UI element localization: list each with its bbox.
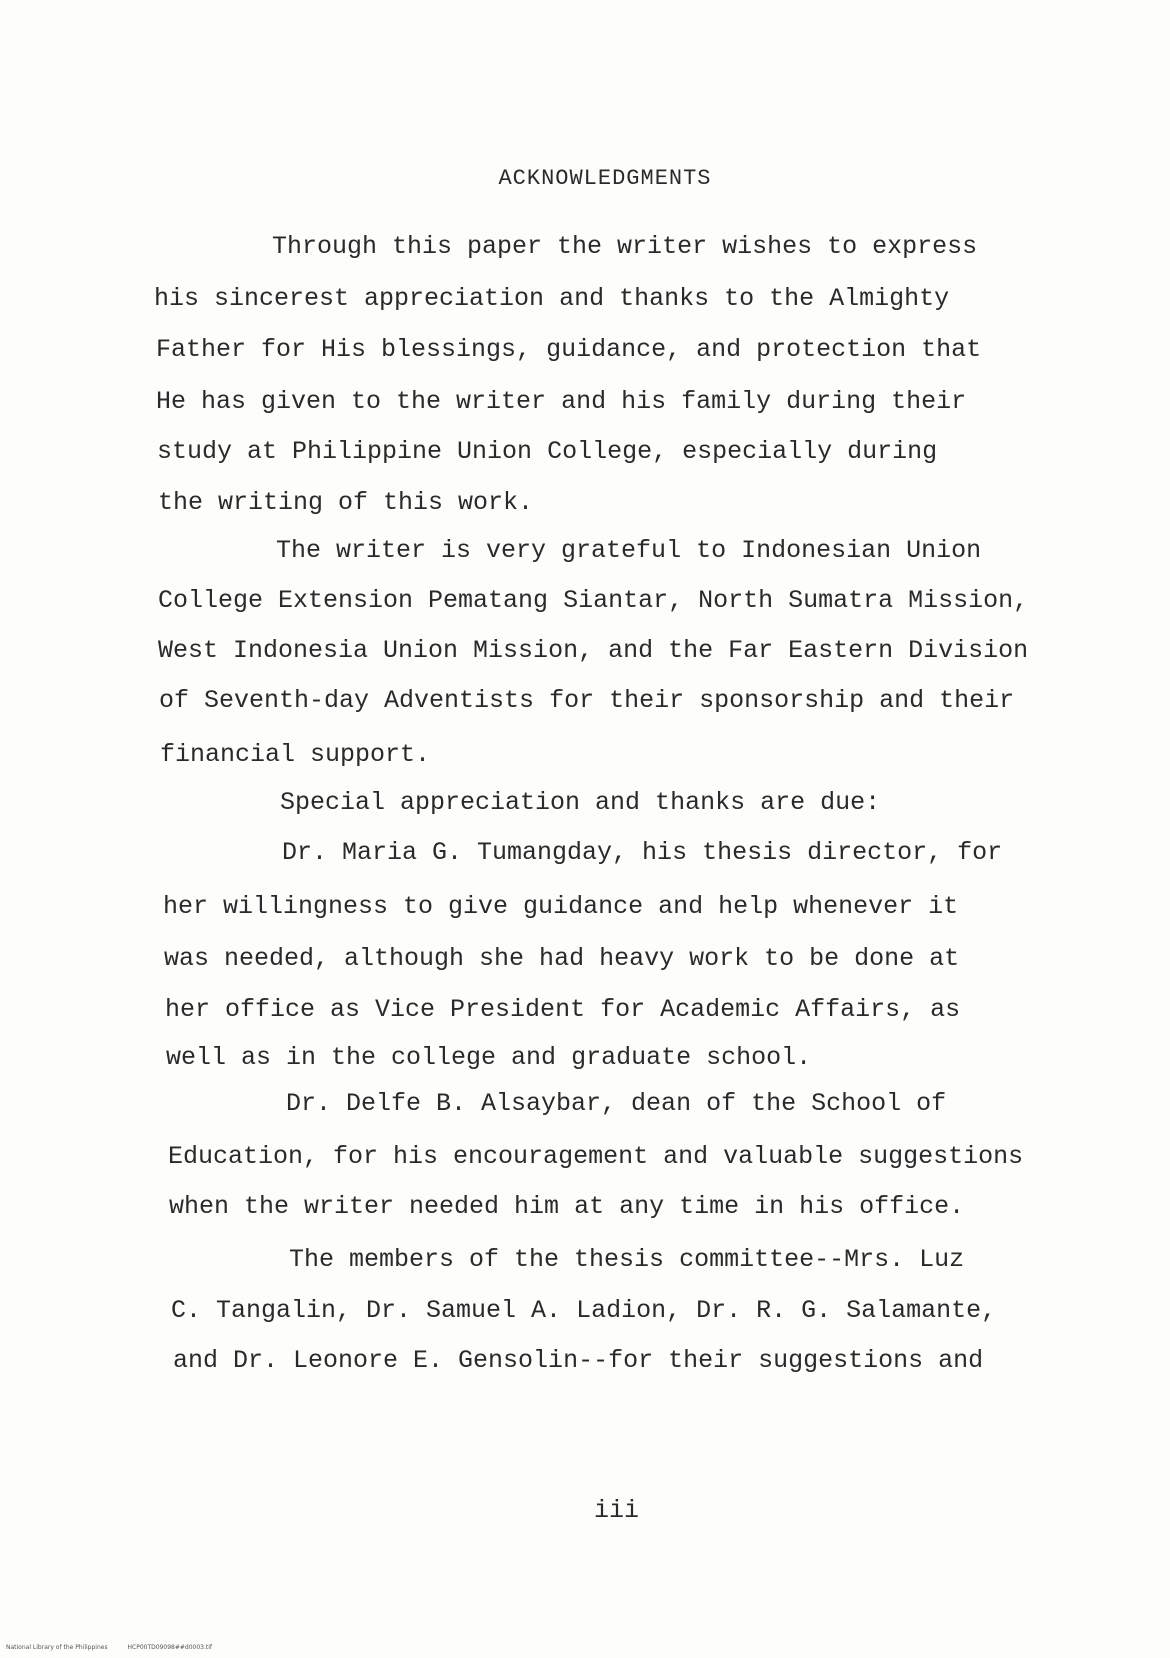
text-line: College Extension Pematang Siantar, North Sumatra Mission, — [158, 586, 1029, 615]
page-title: ACKNOWLEDGMENTS — [498, 166, 712, 191]
text-line: The members of the thesis committee--Mrs. Luz — [289, 1245, 965, 1274]
text-line: of Seventh-day Adventists for their sponsorship and their — [159, 686, 1015, 715]
page-number: iii — [594, 1496, 640, 1525]
text-line: Dr. Maria G. Tumangday, his thesis director, for — [282, 838, 1003, 867]
scan-footer — [6, 1644, 230, 1651]
text-line: study at Philippine Union College, especially during — [157, 437, 938, 466]
text-line: when the writer needed him at any time in his office. — [169, 1192, 965, 1221]
footer-code: HCP00TD09098##d0003.tif — [127, 1644, 212, 1651]
text-line: West Indonesia Union Mission, and the Far Eastern Division — [158, 636, 1029, 665]
text-line: Dr. Delfe B. Alsaybar, dean of the School of — [286, 1089, 947, 1118]
text-line: the writing of this work. — [158, 488, 534, 517]
text-line: The writer is very grateful to Indonesian Union — [276, 536, 982, 565]
text-line: well as in the college and graduate school. — [166, 1043, 812, 1072]
text-line: Education, for his encouragement and valuable suggestions — [168, 1142, 1024, 1171]
text-line: was needed, although she had heavy work to be done at — [164, 944, 960, 973]
text-line: C. Tangalin, Dr. Samuel A. Ladion, Dr. R. G. Salamante, — [171, 1296, 997, 1325]
text-line: Father for His blessings, guidance, and protection that — [156, 335, 982, 364]
footer-library: National Library of the Philippines — [6, 1644, 108, 1651]
text-line: his sincerest appreciation and thanks to the Almighty — [154, 284, 950, 313]
text-line: and Dr. Leonore E. Gensolin--for their suggestions and — [173, 1346, 984, 1375]
text-line: Special appreciation and thanks are due: — [280, 788, 881, 817]
text-line: Through this paper the writer wishes to express — [272, 232, 978, 261]
text-line: her office as Vice President for Academic Affairs, as — [165, 995, 961, 1024]
text-line: He has given to the writer and his family during their — [156, 387, 967, 416]
text-line: her willingness to give guidance and help whenever it — [163, 892, 959, 921]
text-line: financial support. — [160, 740, 431, 769]
